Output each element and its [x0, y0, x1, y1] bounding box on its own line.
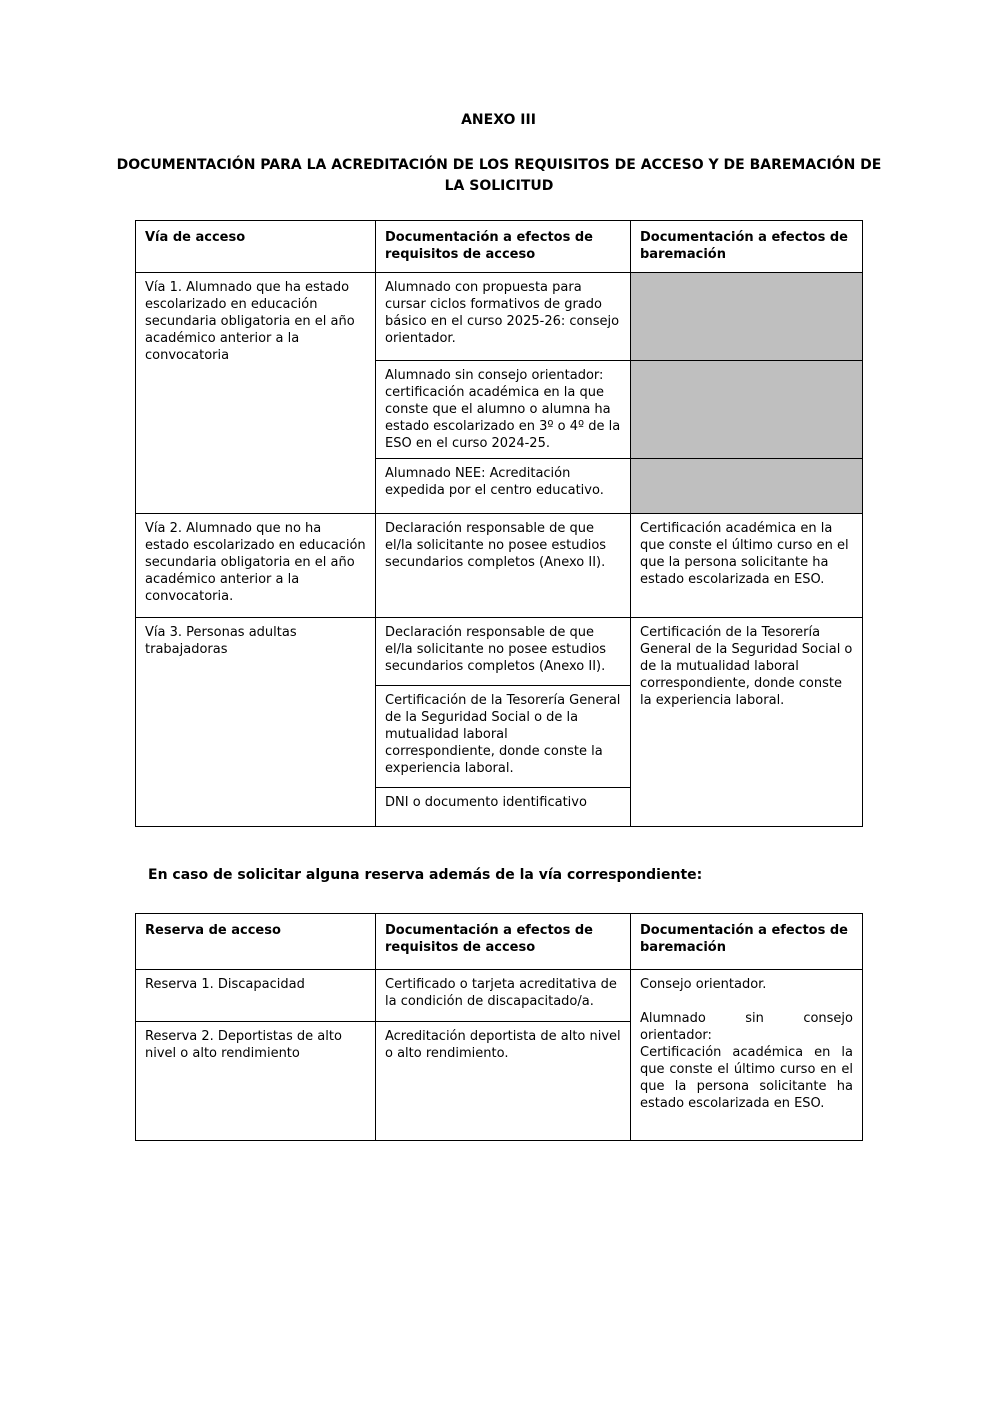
cell-reserva2-requisito: Acreditación deportista de alto nivel o alto rendimiento.	[376, 1022, 631, 1141]
shaded-empty-cell	[631, 273, 863, 361]
page-title: ANEXO III	[461, 112, 536, 128]
shaded-empty-cell	[631, 361, 863, 459]
cell-reserva2: Reserva 2. Deportistas de alto nivel o alto rendimiento	[136, 1022, 376, 1141]
column-header-requisitos: Documentación a efectos de requisitos de acceso	[376, 221, 631, 273]
table-row-via2	[136, 514, 863, 618]
column-header-via-de-acceso: Vía de acceso	[136, 221, 376, 273]
cell-via3-requisito-1: Declaración responsable de que el/la solicitante no posee estudios secundarios completos (Anexo II).	[376, 618, 631, 686]
page-subtitle: DOCUMENTACIÓN PARA LA ACREDITACIÓN DE LOS REQUISITOS DE ACCESO Y DE BAREMACIÓN DE LA SOLICITUD	[116, 157, 882, 194]
table-row-via3-sub1	[136, 618, 863, 686]
cell-via1-requisito-3: Alumnado NEE: Acreditación expedida por el centro educativo.	[376, 459, 631, 514]
column-header-baremacion: Documentación a efectos de baremación	[631, 221, 863, 273]
cell-via2: Vía 2. Alumnado que no ha estado escolarizado en educación secundaria obligatoria en el año académico anterior a la convocatoria.	[136, 514, 376, 618]
table-header-row	[136, 221, 863, 273]
table-row-reserva1	[136, 970, 863, 1022]
table-header-row	[136, 914, 863, 970]
cell-via3-requisito-3: DNI o documento identificativo	[376, 788, 631, 827]
reserva-section-heading: En caso de solicitar alguna reserva además de la vía correspondiente:	[148, 867, 703, 883]
access-documentation-table	[135, 220, 863, 827]
cell-via3-requisito-2: Certificación de la Tesorería General de la Seguridad Social o de la mutualidad laboral correspondiente, donde conste la experiencia laboral.	[376, 686, 631, 788]
shaded-empty-cell	[631, 459, 863, 514]
cell-reserva-baremacion-merged	[631, 970, 863, 1141]
document-body	[116, 112, 882, 1141]
column-header-requisitos: Documentación a efectos de requisitos de acceso	[376, 914, 631, 970]
reserva-documentation-table	[135, 913, 863, 1141]
baremacion-paragraph-1: Consejo orientador.	[640, 977, 767, 992]
column-header-baremacion: Documentación a efectos de baremación	[631, 914, 863, 970]
cell-via2-baremacion: Certificación académica en la que conste el último curso en el que la persona solicitante ha estado escolarizada en ESO.	[631, 514, 863, 618]
column-header-reserva-de-acceso: Reserva de acceso	[136, 914, 376, 970]
cell-via1-requisito-1: Alumnado con propuesta para cursar ciclos formativos de grado básico en el curso 2025-26: consejo orientador.	[376, 273, 631, 361]
table-row-via1-sub1	[136, 273, 863, 361]
cell-via3: Vía 3. Personas adultas trabajadoras	[136, 618, 376, 827]
baremacion-paragraph-2: Alumnado sin consejo orientador:	[640, 1011, 853, 1043]
baremacion-paragraph-3: Certificación académica en la que conste el último curso en el que la persona solicitante ha estado escolarizada en ESO.	[640, 1045, 853, 1111]
cell-via1-requisito-2: Alumnado sin consejo orientador: certificación académica en la que conste que el alumno o alumna ha estado escolarizado en 3º o 4º de la ESO en el curso 2024-25.	[376, 361, 631, 459]
cell-via2-requisito: Declaración responsable de que el/la solicitante no posee estudios secundarios completos (Anexo II).	[376, 514, 631, 618]
cell-reserva1-requisito: Certificado o tarjeta acreditativa de la condición de discapacitado/a.	[376, 970, 631, 1022]
cell-via3-baremacion: Certificación de la Tesorería General de la Seguridad Social o de la mutualidad laboral correspondiente, donde conste la experiencia laboral.	[631, 618, 863, 827]
cell-via1: Vía 1. Alumnado que ha estado escolarizado en educación secundaria obligatoria en el año académico anterior a la convocatoria	[136, 273, 376, 514]
cell-reserva1: Reserva 1. Discapacidad	[136, 970, 376, 1022]
